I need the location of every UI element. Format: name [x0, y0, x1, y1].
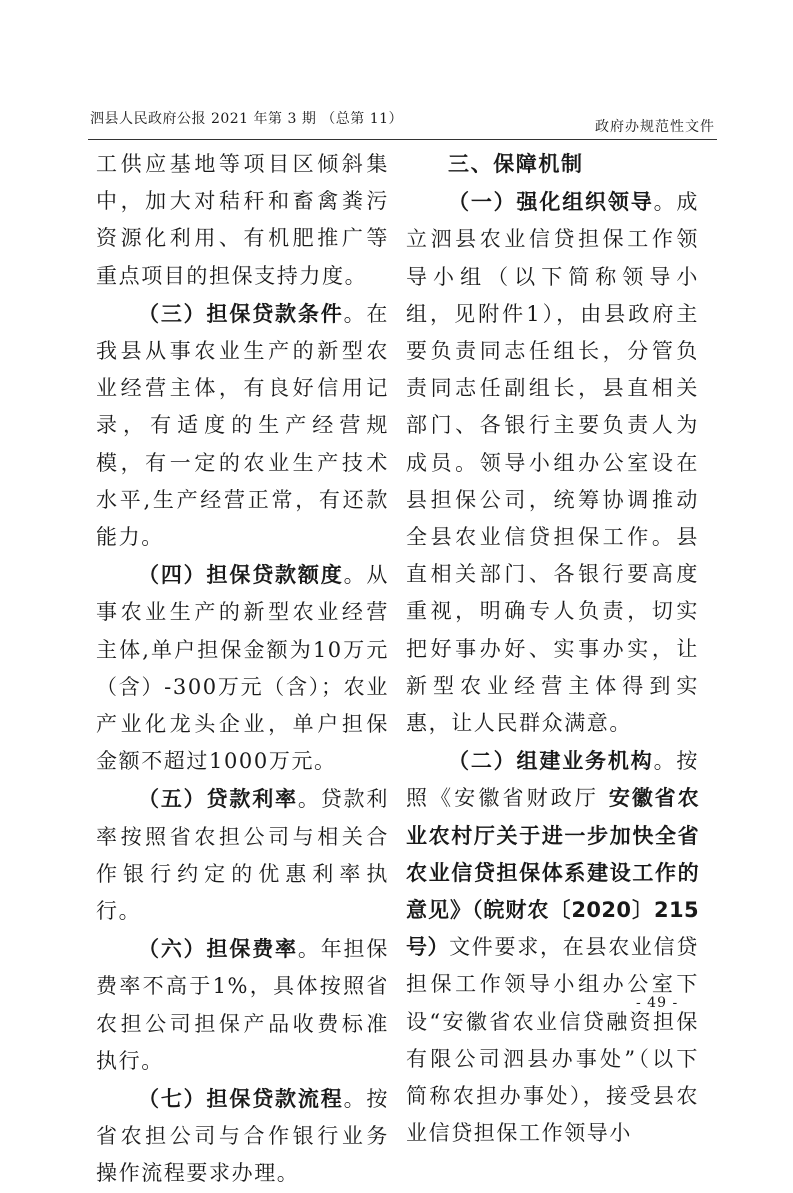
section-header: 政府办规范性文件 — [595, 119, 715, 135]
document-reference: 安徽省农业农村厅关于进一步加快全省农业信贷担保体系建设工作的意见》（皖财农〔2020〕215号） — [406, 786, 699, 960]
paragraph-leadership — [406, 183, 699, 742]
text-loan-process: 。按省农担公司与合作银行业务操作流程要求办理。 — [96, 1087, 390, 1186]
paragraph-continuation: 工供应基地等项目区倾斜集中，加大对秸秆和畜禽粪污资源化利用、有机肥推广等重点项目的担保支持力度。 — [96, 152, 389, 288]
text-leadership: 。成立泗县农业信贷担保工作领导小组（以下简称领导小组，见附件1），由县政府主要负责同志任组长，分管负责同志任副组长，县直相关部门、各银行主要负责人为成员。领导小组办公室设在县担保公司，统筹协调推动全县农业信贷担保工作。县直相关部门、各银行要高度重视，明确专人负责，切实把好事办好、实事办实，让新型农业经营主体得到实惠，让人民群众满意。 — [406, 190, 700, 736]
paragraph-loan-conditions — [96, 295, 389, 556]
paragraph-guarantee-fee — [96, 930, 389, 1080]
heading-guarantee-fee: （六）担保费率 — [138, 936, 298, 962]
heading-loan-amount: （四）担保贷款额度 — [138, 562, 344, 588]
text-guarantee-fee: 。年担保费率不高于1%，具体按照省农担公司担保产品收费标准执行。 — [96, 937, 389, 1073]
text-business-agency-b: 文件要求，在县农业信贷担保工作领导小组办公室下设“安徽省农业信贷融资担保有限公司泗县办事处”（以下简称农担办事处），接受县农业信贷担保工作领导小 — [406, 935, 699, 1146]
heading-interest-rate: （五）贷款利率 — [138, 786, 298, 812]
text-interest-rate: 。贷款利率按照省农担公司与相关合作银行约定的优惠利率执行。 — [96, 787, 389, 924]
heading-business-agency: （二）组建业务机构 — [448, 748, 654, 774]
paragraph-business-agency — [406, 742, 699, 1152]
text-loan-amount: 。从事农业生产的新型农业经营主体,单户担保金额为10万元（含）-300万元（含）；农业产业化龙头企业，单户担保金额不超过1000万元。 — [96, 563, 390, 774]
page-number: - 49 - — [636, 995, 679, 1011]
heading-leadership: （一）强化组织领导 — [448, 189, 654, 215]
text-business-agency-a: 。按照《安徽省财政厅 — [406, 749, 700, 811]
paragraph-loan-amount — [96, 556, 389, 780]
text-loan-conditions: 。在我县从事农业生产的新型农业经营主体，有良好信用记录，有适度的生产经营规模，有一定的农业生产技术水平,生产经营正常，有还款能力。 — [96, 301, 390, 550]
heading-loan-process: （七）担保贷款流程 — [138, 1086, 344, 1112]
paragraph-loan-process — [96, 1080, 389, 1193]
paragraph-interest-rate — [96, 780, 389, 930]
header-divider — [88, 139, 717, 140]
section-title: 三、保障机制 — [448, 152, 584, 176]
bulletin-header: 泗县人民政府公报 2021 年第 3 期 （总第 11） — [90, 111, 404, 127]
heading-loan-conditions: （三）担保贷款条件 — [138, 300, 344, 326]
left-column — [96, 146, 389, 1193]
